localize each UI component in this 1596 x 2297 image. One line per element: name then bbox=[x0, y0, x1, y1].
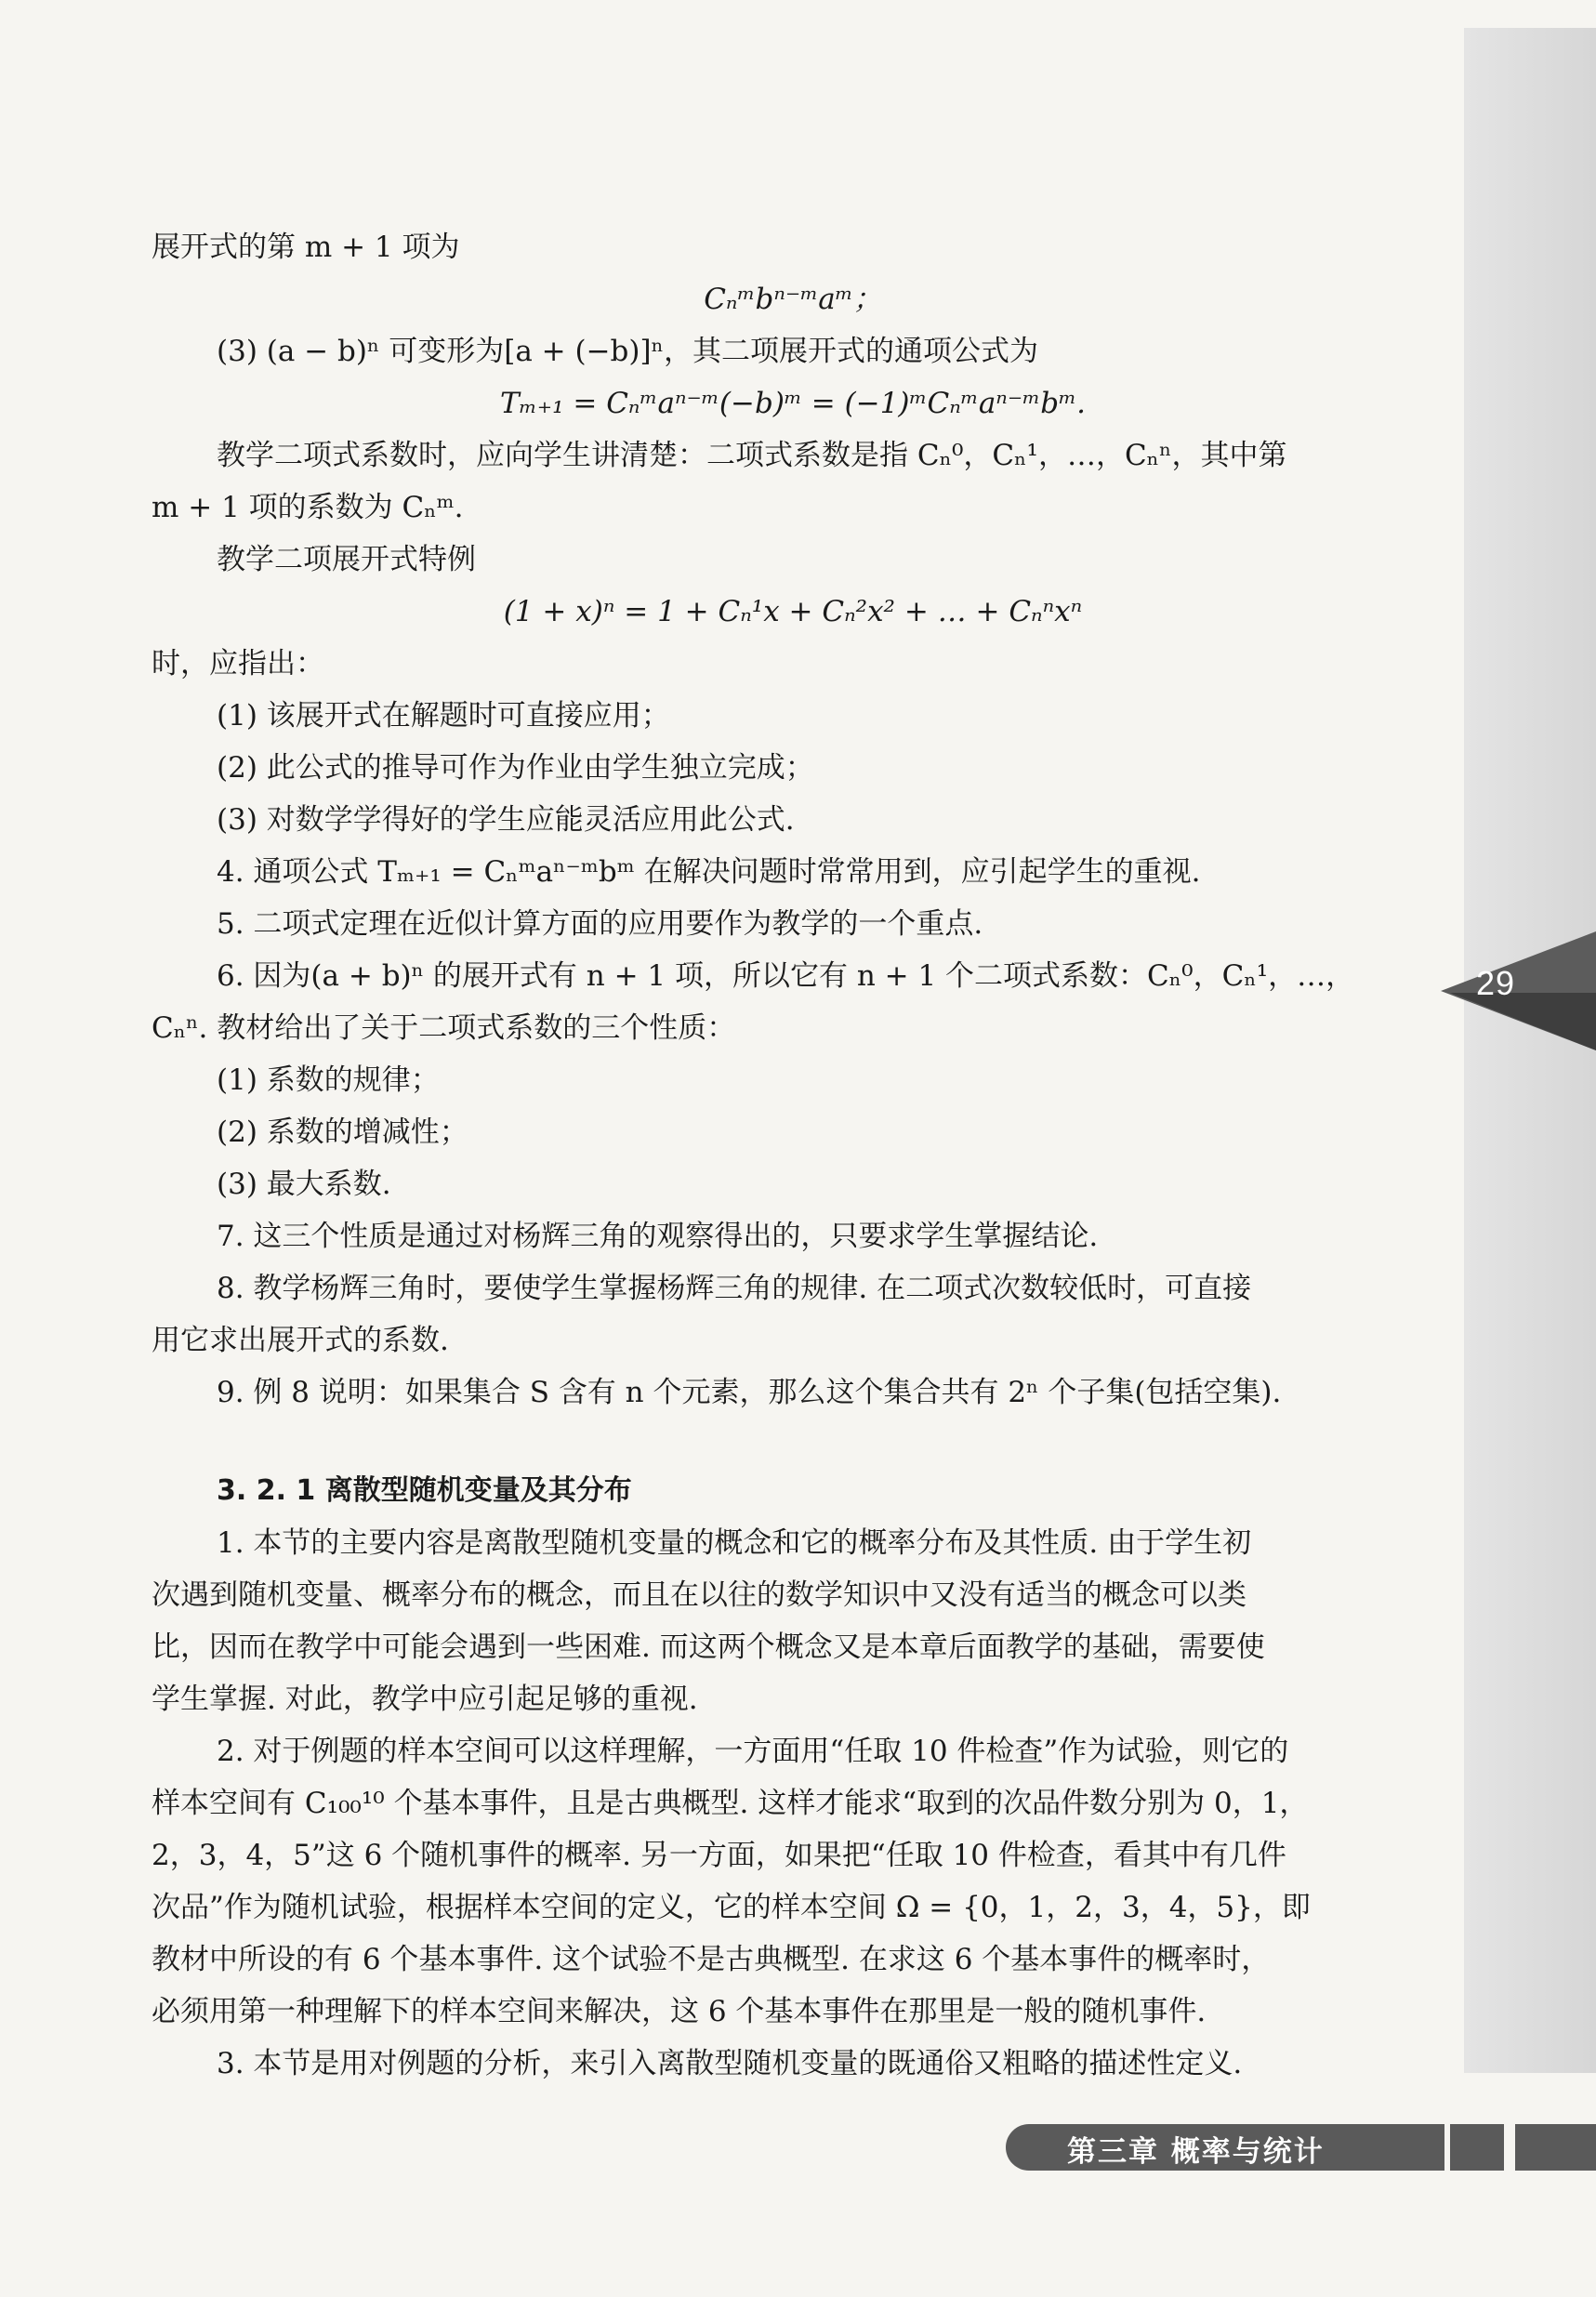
text-line: (3) 对数学学得好的学生应能灵活应用此公式. bbox=[217, 803, 795, 837]
footer-bar-block bbox=[1450, 2124, 1504, 2171]
text-line: 比，因而在教学中可能会遇到一些困难. 而这两个概念又是本章后面教学的基础，需要使 bbox=[152, 1630, 1265, 1664]
text-line: 样本空间有 C₁₀₀¹⁰ 个基本事件，且是古典概型. 这样才能求“取到的次品件数分别为 0，1， bbox=[152, 1787, 1309, 1820]
formula-general-term: Cₙᵐbⁿ⁻ᵐaᵐ； bbox=[704, 283, 882, 316]
text-line: 9. 例 8 说明：如果集合 S 含有 n 个元素，那么这个集合共有 2ⁿ 个子集(包括空集). bbox=[217, 1376, 1282, 1409]
text-line: (2) 此公式的推导可作为作业由学生独立完成； bbox=[217, 751, 814, 785]
chapter-title: 第三章 概率与统计 bbox=[1067, 2135, 1325, 2169]
page-number: 29 bbox=[1476, 964, 1516, 1002]
text-line: 学生掌握. 对此，教学中应引起足够的重视. bbox=[152, 1683, 698, 1716]
text-line: 展开式的第 m + 1 项为 bbox=[152, 231, 460, 264]
text-line: 时，应指出： bbox=[152, 647, 324, 680]
text-line: 1. 本节的主要内容是离散型随机变量的概念和它的概率分布及其性质. 由于学生初 bbox=[217, 1526, 1252, 1560]
text-line: 3. 本节是用对例题的分析，来引入离散型随机变量的既通俗又粗略的描述性定义. bbox=[217, 2047, 1243, 2080]
text-line: (3) 最大系数. bbox=[217, 1168, 391, 1201]
text-line: 教学二项展开式特例 bbox=[217, 543, 476, 576]
formula-binomial-special: (1 + x)ⁿ = 1 + Cₙ¹x + Cₙ²x² + … + Cₙⁿxⁿ bbox=[503, 595, 1083, 628]
text-line: 2，3，4，5”这 6 个随机事件的概率. 另一方面，如果把“任取 10 件检查，看其中有几件 bbox=[152, 1839, 1286, 1872]
text-line: 次品”作为随机试验，根据样本空间的定义，它的样本空间 Ω = {0，1，2，3，4，5}，即 bbox=[152, 1891, 1311, 1924]
text-line: (1) 系数的规律； bbox=[217, 1063, 440, 1097]
page-edge-strip bbox=[1464, 28, 1596, 2073]
text-line: (3) (a − b)ⁿ 可变形为[a + (−b)]ⁿ，其二项展开式的通项公式为 bbox=[217, 335, 1038, 368]
formula-general-term-minus: Tₘ₊₁ = Cₙᵐaⁿ⁻ᵐ(−b)ᵐ = (−1)ᵐCₙᵐaⁿ⁻ᵐbᵐ. bbox=[500, 387, 1086, 420]
footer-bar-block bbox=[1515, 2124, 1596, 2171]
text-line: 2. 对于例题的样本空间可以这样理解，一方面用“任取 10 件检查”作为试验，则它的 bbox=[217, 1735, 1289, 1768]
text-line: 教材中所设的有 6 个基本事件. 这个试验不是古典概型. 在求这 6 个基本事件的概率时， bbox=[152, 1943, 1271, 1976]
text-line: (1) 该展开式在解题时可直接应用； bbox=[217, 699, 670, 733]
text-line: 5. 二项式定理在近似计算方面的应用要作为教学的一个重点. bbox=[217, 907, 983, 941]
section-heading: 3. 2. 1 离散型随机变量及其分布 bbox=[217, 1474, 632, 1507]
text-line: 用它求出展开式的系数. bbox=[152, 1324, 449, 1357]
text-line: 必须用第一种理解下的样本空间来解决，这 6 个基本事件在那里是一般的随机事件. bbox=[152, 1995, 1207, 2028]
text-line: 7. 这三个性质是通过对杨辉三角的观察得出的，只要求学生掌握结论. bbox=[217, 1220, 1099, 1253]
text-line: m + 1 项的系数为 Cₙᵐ. bbox=[152, 491, 464, 524]
text-line: Cₙⁿ. 教材给出了关于二项式系数的三个性质： bbox=[152, 1011, 736, 1045]
text-line: 教学二项式系数时，应向学生讲清楚：二项式系数是指 Cₙ⁰，Cₙ¹，…，Cₙⁿ，其中第 bbox=[217, 439, 1287, 472]
text-line: 4. 通项公式 Tₘ₊₁ = Cₙᵐaⁿ⁻ᵐbᵐ 在解决问题时常常用到，应引起学生的重视. bbox=[217, 855, 1201, 889]
text-line: (2) 系数的增减性； bbox=[217, 1115, 468, 1149]
text-line: 8. 教学杨辉三角时，要使学生掌握杨辉三角的规律. 在二项式次数较低时，可直接 bbox=[217, 1272, 1252, 1305]
text-line: 次遇到随机变量、概率分布的概念，而且在以往的数学知识中又没有适当的概念可以类 bbox=[152, 1578, 1246, 1612]
text-line: 6. 因为(a + b)ⁿ 的展开式有 n + 1 项，所以它有 n + 1 个二项式系数：Cₙ⁰，Cₙ¹，…， bbox=[217, 959, 1355, 993]
body-text bbox=[152, 221, 1434, 2090]
